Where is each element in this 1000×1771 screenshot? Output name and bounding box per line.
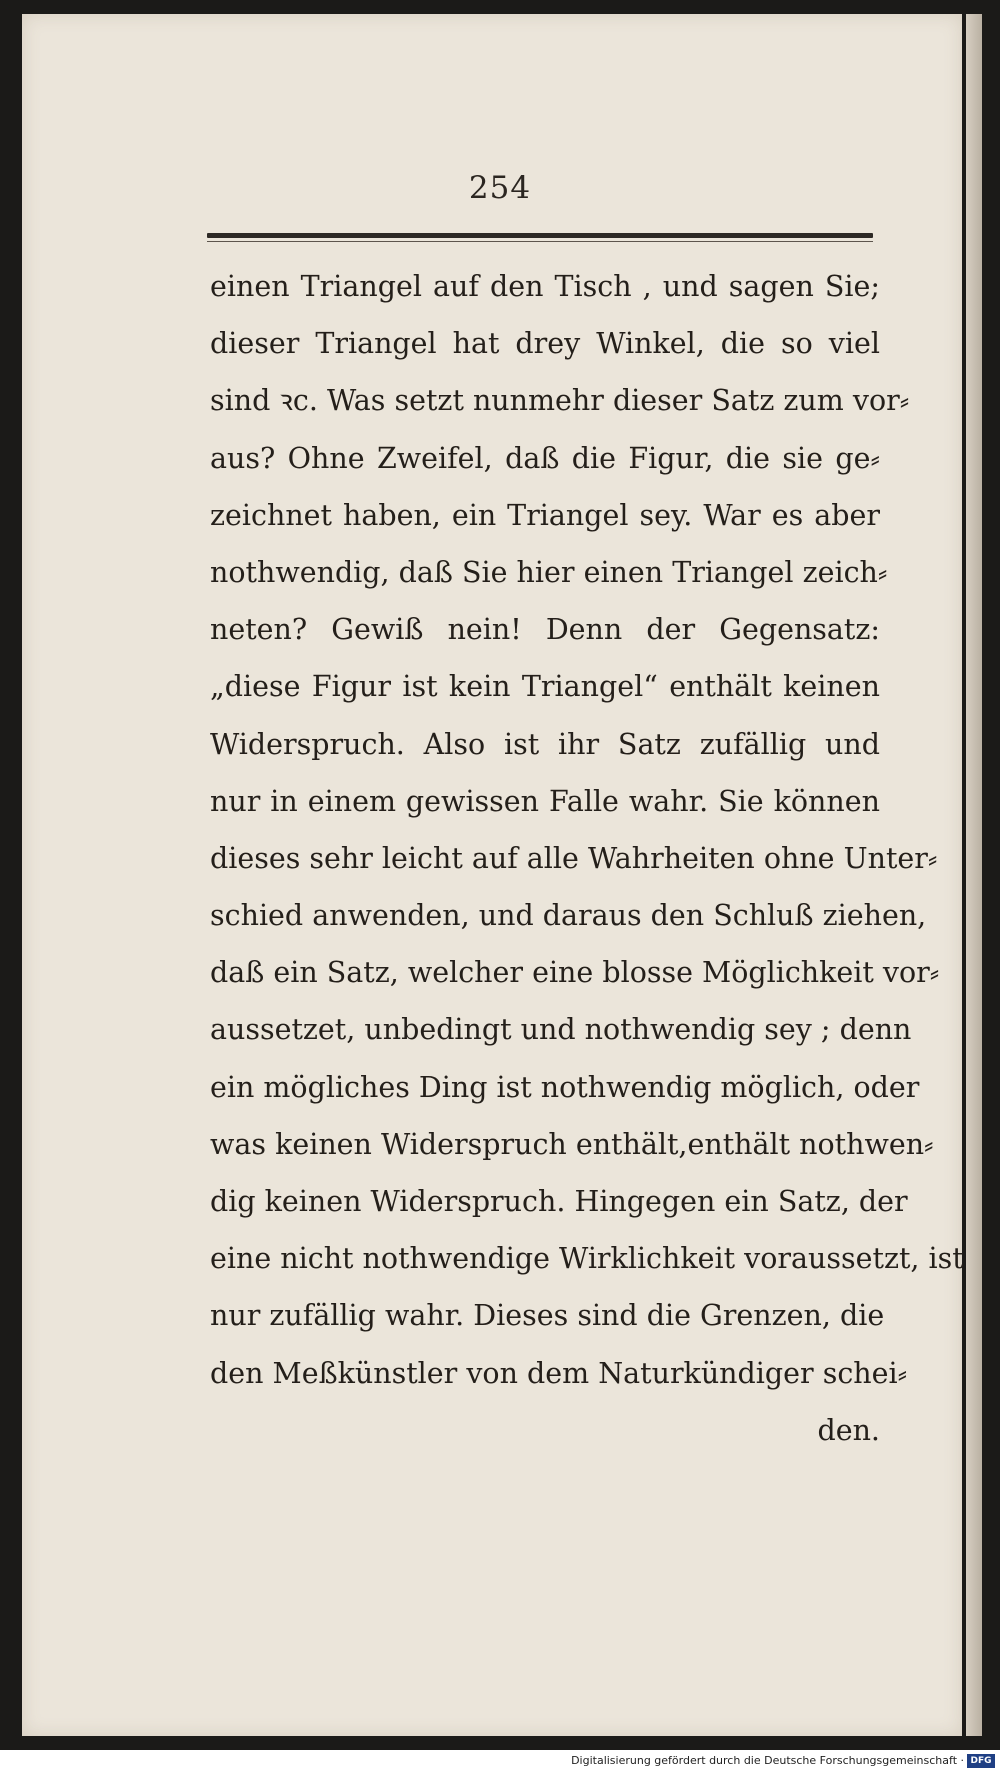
text-line: was keinen Widerspruch enthält,enthält nothwen⸗ [210,1127,934,1161]
text-line: den Meßkünstler von dem Naturkündiger schei⸗ [210,1356,908,1390]
dfg-logo: DFG [967,1754,995,1768]
text-line: ein mögliches Ding ist nothwendig möglich, oder [210,1070,920,1104]
page-edge [966,14,982,1736]
text-line: Widerspruch. Also ist ihr Satz zufällig und [210,727,880,761]
page-number: 254 [468,170,532,206]
body-text [210,258,964,1459]
text-line: dieser Triangel hat drey Winkel, die so viel [210,327,880,361]
text-line: sind ꝛc. Was setzt nunmehr dieser Satz zum vor⸗ [210,384,910,418]
text-line: nur in einem gewissen Falle wahr. Sie können [210,784,880,818]
text-line: eine nicht nothwendige Wirklichkeit voraussetzt, ist [210,1242,964,1276]
catchword: den. [817,1413,880,1447]
text-line: aussetzet, unbedingt und nothwendig sey ; denn [210,1013,912,1047]
text-line: zeichnet haben, ein Triangel sey. War es aber [210,498,880,532]
funding-credit: Digitalisierung gefördert durch die Deutsche Forschungsgemeinschaft · [571,1754,964,1767]
text-line: dieses sehr leicht auf alle Wahrheiten ohne Unter⸗ [210,841,938,875]
text-line: „diese Figur ist kein Triangel“ enthält keinen [210,670,880,704]
header-rule-thin [207,241,873,242]
text-line: daß ein Satz, welcher eine blosse Möglichkeit vor⸗ [210,956,940,990]
text-line: nothwendig, daß Sie hier einen Triangel zeich⸗ [210,555,888,589]
text-line: neten? Gewiß nein! Denn der Gegensatz: [210,613,880,647]
footer [0,1752,1000,1771]
text-line: nur zufällig wahr. Dieses sind die Grenzen, die [210,1299,885,1333]
header-rule [207,233,873,238]
text-line: aus? Ohne Zweifel, daß die Figur, die sie ge⸗ [210,441,880,475]
text-line: schied anwenden, und daraus den Schluß ziehen, [210,899,927,933]
text-line: einen Triangel auf den Tisch , und sagen Sie; [210,270,880,303]
text-line: dig keinen Widerspruch. Hingegen ein Satz, der [210,1185,908,1218]
